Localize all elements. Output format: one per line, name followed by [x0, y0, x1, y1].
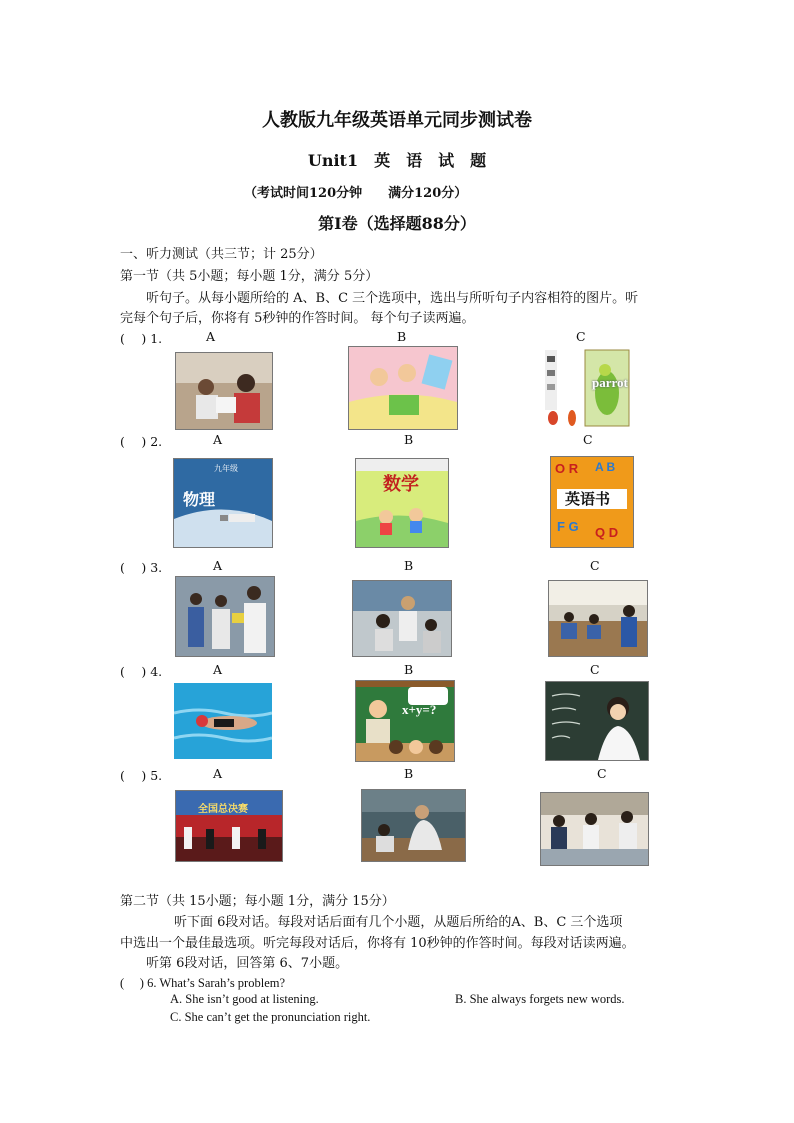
- q3-label-b: B: [404, 558, 414, 573]
- q2-label-c: C: [583, 432, 593, 447]
- question-3-number: ( ) 3.: [120, 560, 163, 575]
- q4b-equation-text: x+y=?: [402, 702, 437, 717]
- q1-label-a: A: [206, 329, 216, 344]
- exam-note: （考试时间120分钟 满分120分）: [244, 186, 468, 201]
- q4-label-b: B: [404, 662, 414, 677]
- q2a-grade-text: 九年级: [214, 464, 238, 473]
- q5-image-c: [540, 792, 649, 866]
- question-6-option-a: A. She isn’t good at listening.: [170, 992, 319, 1006]
- instruction-line-2: 完每个句子后，你将有 5秒钟的作答时间。 每个句子读两遍。: [120, 311, 475, 326]
- part-title: 第I卷（选择题88分）: [318, 214, 476, 233]
- question-1-number: ( ) 1.: [120, 331, 163, 346]
- q3-image-c: [548, 580, 648, 657]
- q2-label-a: A: [213, 432, 223, 447]
- q5-image-b: [361, 789, 466, 862]
- q4-image-b: [355, 680, 455, 762]
- q4-label-a: A: [213, 662, 223, 677]
- svg-text:O R: O R: [555, 461, 579, 476]
- q2c-english-book-text: 英语书: [565, 490, 611, 508]
- part2-instruction-3: 听第 6段对话，回答第 6、7小题。: [146, 956, 349, 971]
- q2-label-b: B: [404, 432, 414, 447]
- part2-instruction-2: 中选出一个最佳最选项。听完每段对话后，你将有 10秒钟的作答时间。每段对话读两遍。: [120, 936, 635, 951]
- svg-text:F G: F G: [557, 519, 579, 534]
- q4-image-c: [545, 681, 649, 761]
- instruction-line-1: 听句子。从每小题所给的 A、B、C 三个选项中，选出与所听句子内容相符的图片。听: [146, 291, 639, 306]
- q3-image-a: [175, 576, 275, 657]
- svg-text:Q D: Q D: [595, 525, 619, 540]
- question-5-number: ( ) 5.: [120, 768, 163, 783]
- q2b-math-text: 数学: [383, 474, 419, 495]
- q5-label-b: B: [404, 766, 414, 781]
- svg-text:A B: A B: [595, 460, 616, 474]
- q5-label-a: A: [213, 766, 223, 781]
- part1-heading: 第一节（共 5小题；每小题 1分，满分 5分）: [120, 269, 379, 284]
- q4-image-a: [174, 683, 272, 759]
- part2-instruction-1: 听下面 6段对话。每段对话后面有几个小题，从题后所给的A、B、C 三个选项: [174, 915, 623, 930]
- q1c-parrot-text: parrot: [592, 375, 628, 390]
- question-6-option-c: C. She can’t get the pronunciation right.: [170, 1010, 371, 1024]
- question-2-number: ( ) 2.: [120, 434, 163, 449]
- question-6-option-b: B. She always forgets new words.: [455, 992, 625, 1006]
- q3-label-c: C: [590, 558, 600, 573]
- page-subtitle: Unit1 英 语 试 题: [307, 151, 487, 170]
- section-heading: 一、听力测试（共三节；计 25分）: [120, 247, 323, 262]
- q1-image-a: [175, 352, 273, 430]
- q5-label-c: C: [597, 766, 607, 781]
- question-6-stem: ( ) 6. What’s Sarah’s problem?: [120, 976, 286, 990]
- q3-image-b: [352, 580, 452, 657]
- q1-image-b: [348, 346, 458, 430]
- q1-label-b: B: [397, 329, 407, 344]
- q2a-physics-text: 物理: [183, 490, 216, 509]
- q4-label-c: C: [590, 662, 600, 677]
- part2-heading: 第二节（共 15小题；每小题 1分，满分 15分）: [120, 894, 395, 909]
- q1-label-c: C: [576, 329, 586, 344]
- page-title: 人教版九年级英语单元同步测试卷: [262, 110, 532, 131]
- question-4-number: ( ) 4.: [120, 664, 163, 679]
- q3-label-a: A: [213, 558, 223, 573]
- q5a-final-text: 全国总决赛: [198, 804, 248, 815]
